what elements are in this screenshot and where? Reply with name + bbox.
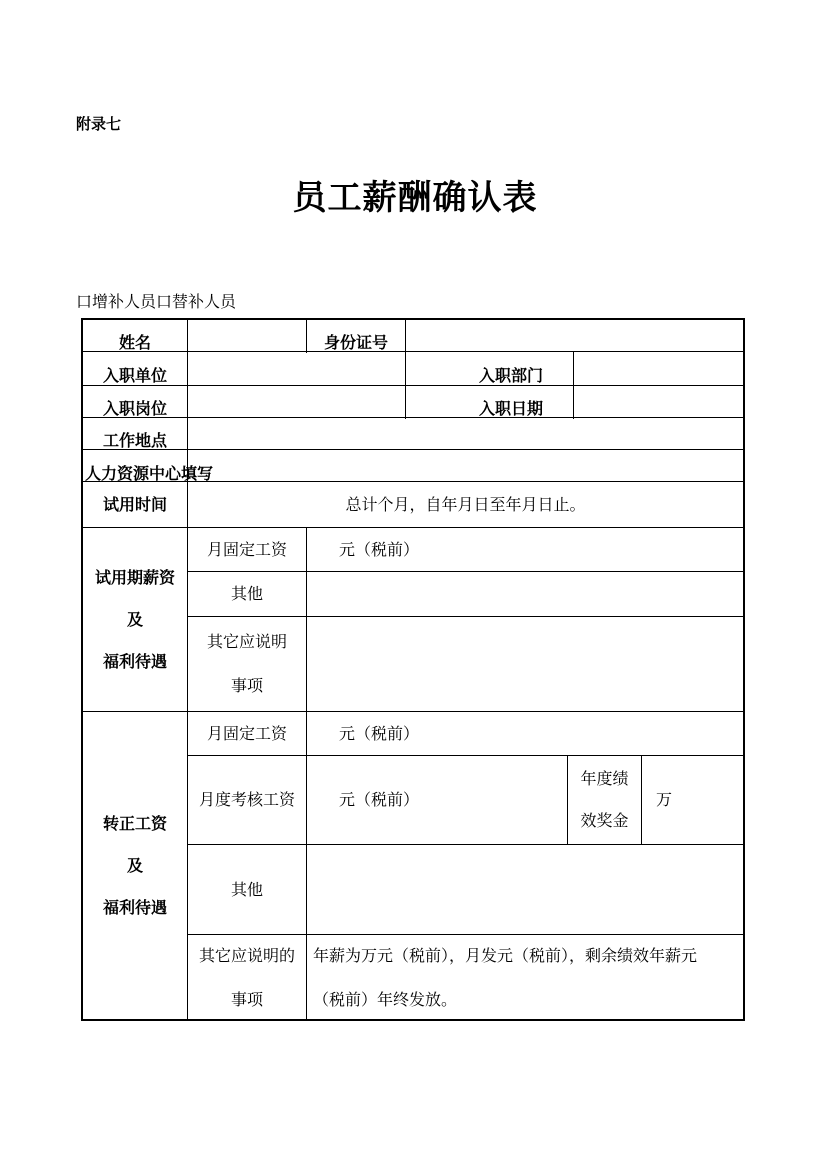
trial-group-line3: 福利待遇	[102, 651, 167, 671]
monthly-assessment-value[interactable]: 元（税前）	[339, 790, 420, 809]
name-field[interactable]	[188, 320, 305, 351]
id-number-label: 身份证号	[323, 333, 388, 352]
regular-other-label: 其他	[230, 879, 263, 899]
regular-fixed-salary-label: 月固定工资	[206, 723, 287, 743]
name-label: 姓名	[118, 333, 151, 352]
regular-salary-group-label	[83, 712, 187, 1020]
page-title: 员工薪酬确认表	[292, 178, 538, 218]
work-location-label: 工作地点	[102, 431, 167, 450]
hire-dept-label: 入职部门	[478, 366, 543, 385]
annual-bonus-label-line2: 效奖金	[580, 811, 629, 830]
trial-notes-label	[188, 617, 306, 711]
trial-notes-label-line2: 事项	[230, 676, 263, 695]
trial-group-line2: 及	[126, 609, 143, 629]
hire-unit-field[interactable]	[188, 352, 404, 385]
regular-notes-label-line1: 其它应说明的	[198, 945, 295, 965]
regular-notes-line2: （税前）年终发放。	[313, 989, 458, 1009]
trial-group-line1: 试用期薪资	[94, 567, 175, 587]
annual-bonus-label	[568, 756, 641, 844]
regular-group-line3: 福利待遇	[102, 898, 167, 917]
annual-bonus-value[interactable]: 万	[656, 790, 673, 809]
trial-fixed-salary-label: 月固定工资	[206, 539, 287, 559]
hire-date-label: 入职日期	[478, 399, 543, 418]
work-location-field[interactable]	[188, 418, 743, 449]
regular-other-field[interactable]	[307, 845, 743, 934]
trial-notes-label-line1: 其它应说明	[206, 632, 287, 651]
trial-other-field[interactable]	[307, 572, 743, 616]
regular-notes-label-line2: 事项	[230, 989, 263, 1009]
trial-salary-group-label	[83, 528, 187, 711]
trial-notes-field[interactable]	[307, 617, 743, 711]
trial-fixed-salary-value[interactable]: 元（税前）	[339, 539, 420, 559]
trial-time-value[interactable]: 总计个月，自年月日至年月日止。	[345, 494, 586, 514]
hire-position-label: 入职岗位	[102, 399, 167, 418]
hire-date-field[interactable]	[574, 386, 743, 417]
annual-bonus-label-line1: 年度绩	[580, 769, 629, 788]
regular-notes-line1: 年薪为万元（税前），月发元（税前），剩余绩效年薪元	[313, 945, 698, 965]
regular-group-line1: 转正工资	[102, 814, 167, 833]
regular-fixed-salary-value[interactable]: 元（税前）	[339, 723, 420, 743]
regular-notes-value[interactable]	[313, 935, 743, 1020]
hire-position-field[interactable]	[188, 386, 404, 417]
trial-time-label: 试用时间	[102, 494, 167, 514]
trial-other-label: 其他	[230, 584, 263, 603]
hr-section-title: 人力资源中心填写	[85, 464, 214, 483]
hire-unit-label: 入职单位	[102, 366, 167, 385]
regular-group-line2: 及	[126, 856, 143, 875]
id-number-field[interactable]	[406, 320, 743, 351]
hire-dept-field[interactable]	[574, 352, 743, 385]
regular-notes-label	[188, 935, 306, 1020]
hire-type-checkboxes[interactable]: 口增补人员口替补人员	[76, 292, 237, 311]
appendix-label: 附录七	[76, 115, 122, 133]
salary-confirmation-form	[81, 318, 745, 1021]
monthly-assessment-label: 月度考核工资	[198, 790, 295, 809]
